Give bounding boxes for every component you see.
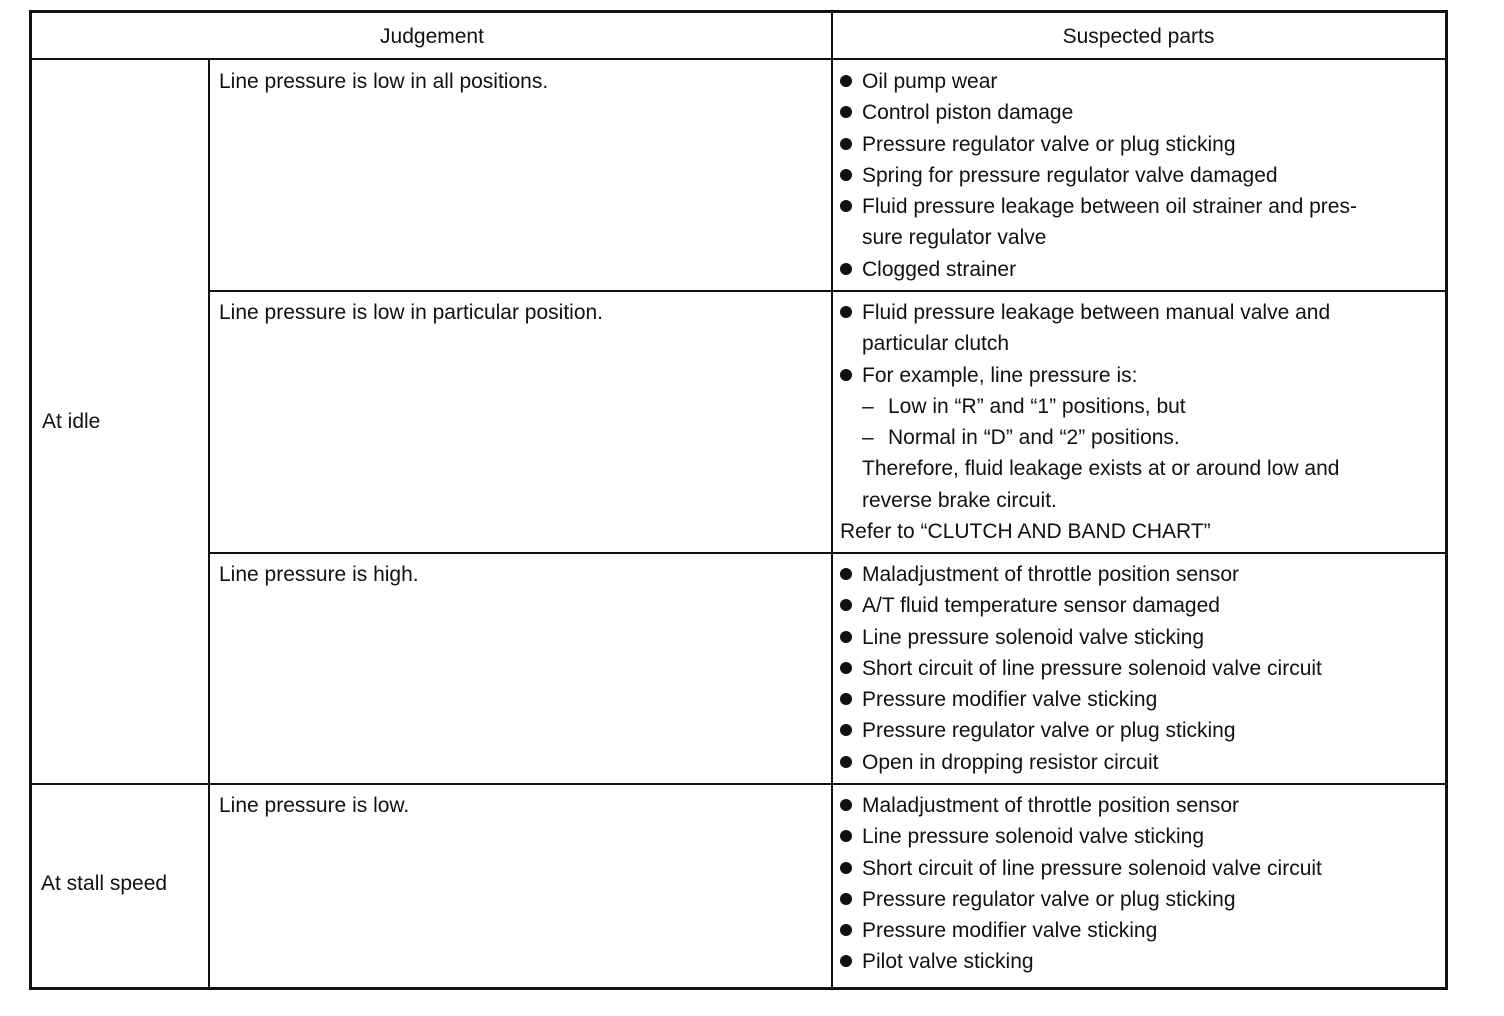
- list-item: Fluid pressure leakage between oil strainer and pres-: [840, 191, 1440, 222]
- bullet-icon: [840, 138, 852, 150]
- condition-high: Line pressure is high.: [219, 563, 419, 586]
- list-item: Maladjustment of throttle position sensor: [840, 790, 1440, 821]
- list-item: Fluid pressure leakage between manual valve and: [840, 297, 1440, 328]
- condition-low-particular-position: Line pressure is low in particular position.: [219, 301, 604, 324]
- list-item: Maladjustment of throttle position sensor: [840, 559, 1440, 590]
- dash-icon: –: [862, 426, 874, 450]
- bullet-icon: [840, 893, 852, 905]
- list-item: Line pressure solenoid valve sticking: [840, 821, 1440, 852]
- row-divider-1: [209, 290, 1445, 292]
- diagnosis-table: [29, 10, 1448, 990]
- list-item: Pressure modifier valve sticking: [840, 684, 1440, 715]
- list-item: A/T fluid temperature sensor damaged: [840, 590, 1440, 621]
- list-item: Pressure regulator valve or plug sticking: [840, 129, 1440, 160]
- group-divider: [32, 783, 1445, 785]
- bullet-icon: [840, 799, 852, 811]
- dash-item: – Low in “R” and “1” positions, but: [840, 391, 1440, 422]
- list-item: Short circuit of line pressure solenoid valve circuit: [840, 653, 1440, 684]
- suspected-parts-list: [840, 297, 1440, 547]
- bullet-icon: [840, 369, 852, 381]
- header-judgement: Judgement: [380, 25, 484, 48]
- dash-icon: –: [862, 394, 874, 418]
- header-suspected-parts: Suspected parts: [1062, 25, 1215, 48]
- bullet-icon: [840, 631, 852, 643]
- suspected-parts-list: [840, 559, 1440, 778]
- list-item: Pressure regulator valve or plug sticking: [840, 884, 1440, 915]
- list-item: Oil pump wear: [840, 66, 1440, 97]
- column-divider-main: [831, 13, 833, 987]
- list-item: Control piston damage: [840, 97, 1440, 128]
- list-item: Line pressure solenoid valve sticking: [840, 622, 1440, 653]
- reference-note: Refer to “CLUTCH AND BAND CHART”: [840, 520, 1211, 544]
- header-divider: [32, 58, 1445, 60]
- bullet-icon: [840, 862, 852, 874]
- list-item-continuation: sure regulator valve: [862, 226, 1047, 250]
- group-label-at-idle: At idle: [42, 410, 101, 433]
- condition-low-all-positions: Line pressure is low in all positions.: [219, 70, 549, 93]
- bullet-icon: [840, 306, 852, 318]
- list-item-continuation: particular clutch: [862, 332, 1010, 356]
- bullet-icon: [840, 662, 852, 674]
- group-label-at-stall-speed: At stall speed: [41, 872, 168, 895]
- bullet-icon: [840, 568, 852, 580]
- suspected-parts-list: [840, 790, 1440, 978]
- list-item-continuation: reverse brake circuit.: [862, 488, 1057, 512]
- condition-low-stall: Line pressure is low.: [219, 794, 410, 817]
- list-item: Pilot valve sticking: [840, 946, 1440, 977]
- list-item: Open in dropping resistor circuit: [840, 747, 1440, 778]
- list-item: Spring for pressure regulator valve damaged: [840, 160, 1440, 191]
- bullet-icon: [840, 75, 852, 87]
- list-item: Pressure modifier valve sticking: [840, 915, 1440, 946]
- list-item: For example, line pressure is:: [840, 360, 1440, 391]
- list-item: Short circuit of line pressure solenoid valve circuit: [840, 853, 1440, 884]
- dash-item: – Normal in “D” and “2” positions.: [840, 422, 1440, 453]
- list-item: Pressure regulator valve or plug sticking: [840, 715, 1440, 746]
- suspected-parts-list: [840, 66, 1440, 285]
- list-item: Clogged strainer: [840, 254, 1440, 285]
- list-item-continuation: Therefore, fluid leakage exists at or around low and: [862, 457, 1340, 481]
- bullet-icon: [840, 169, 852, 181]
- column-divider-group: [208, 59, 210, 987]
- bullet-icon: [840, 756, 852, 768]
- bullet-icon: [840, 263, 852, 275]
- row-divider-2: [209, 552, 1445, 554]
